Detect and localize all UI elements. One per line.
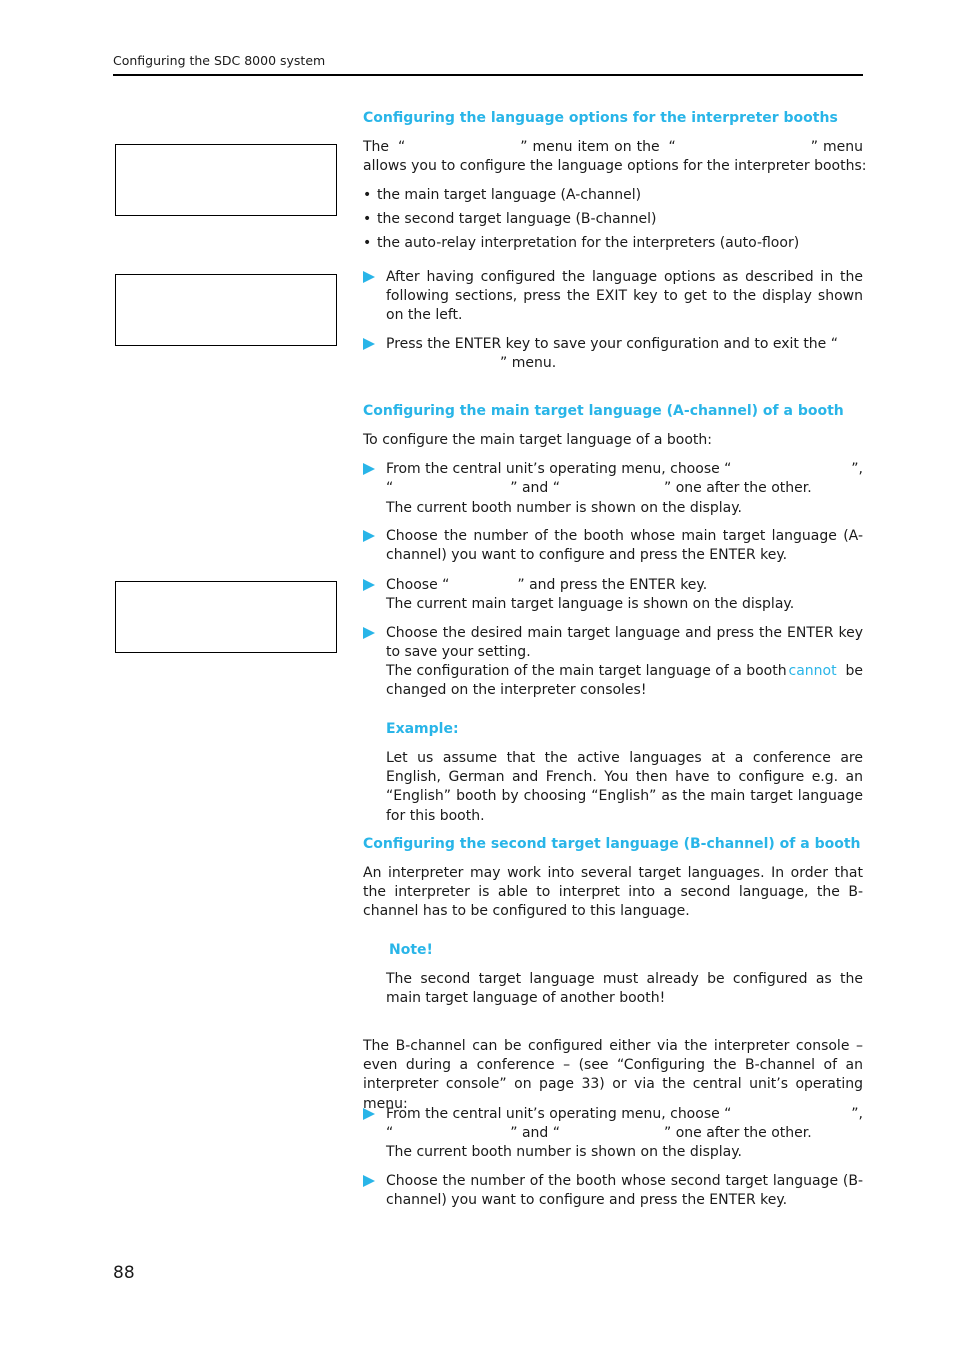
s3-step1-line3: The current booth number is shown on the display. <box>386 1144 742 1160</box>
section-heading-second-target: Configuring the second target language (B-channel) of a booth <box>363 836 861 852</box>
section-heading-main-target: Configuring the main target language (A-channel) of a booth <box>363 403 844 419</box>
step-arrow-icon <box>363 271 375 283</box>
step-arrow-icon <box>363 530 375 542</box>
page-number: 88 <box>113 1263 135 1283</box>
running-header: Configuring the SDC 8000 system <box>113 53 326 68</box>
s2-step4-line4: changed on the interpreter consoles! <box>386 682 647 698</box>
s2-step4-para1: Choose the desired main target language and press the ENTER key to save your setting. <box>386 625 863 661</box>
lcd-display-frame-3 <box>115 581 337 653</box>
emphasis-cannot: cannot <box>788 663 837 679</box>
s2-step2: Choose the number of the booth whose main target language (A-channel) you want to configure and press the ENTER key. <box>386 528 863 564</box>
s3-step1-line1: From the central unit’s operating menu, choose “ ”, <box>386 1106 863 1122</box>
step-arrow-icon <box>363 627 375 639</box>
s1-intro-line2: allows you to configure the language options for the interpreter booths: <box>363 158 867 174</box>
step-arrow-icon <box>363 338 375 350</box>
s1-step2-line2: ” menu. <box>500 355 557 371</box>
note-text: The second target language must already be configured as the main target language of another booth! <box>386 971 863 1007</box>
s2-step1-line3: The current booth number is shown on the display. <box>386 500 742 516</box>
lcd-display-frame-2 <box>115 274 337 346</box>
s3-step1-line2: “ ” and “ ” one after the other. <box>386 1125 812 1141</box>
bullet-item: • the second target language (B-channel) <box>363 211 657 227</box>
s3-intro: An interpreter may work into several target languages. In order that the interpreter is able to interpret into a second language, the B-channel has to be configured to this language. <box>363 865 863 920</box>
s2-step3-line2: The current main target language is shown on the display. <box>386 596 795 612</box>
s1-step1: After having configured the language options as described in the following sections, press the EXIT key to get to the display shown on the left. <box>386 269 863 324</box>
lcd-display-frame-1 <box>115 144 337 216</box>
step-arrow-icon <box>363 463 375 475</box>
step-arrow-icon <box>363 1108 375 1120</box>
bullet-item: • the main target language (A-channel) <box>363 187 642 203</box>
s2-intro: To configure the main target language of a booth: <box>363 432 712 448</box>
note-label: Note! <box>389 942 433 958</box>
s2-step3-line1: Choose “ ” and press the ENTER key. <box>386 577 708 593</box>
header-rule <box>113 74 863 76</box>
s3-step2: Choose the number of the booth whose second target language (B-channel) you want to configure and press the ENTER key. <box>386 1173 863 1209</box>
s2-step1-line2: “ ” and “ ” one after the other. <box>386 480 812 496</box>
example-text: Let us assume that the active languages at a conference are English, German and French. You then have to configure e.g. an “English” booth by choosing “English” as the main target language for this booth. <box>386 750 863 824</box>
step-arrow-icon <box>363 579 375 591</box>
s1-step2-line1: Press the ENTER key to save your configuration and to exit the “ <box>386 336 838 352</box>
section-heading-language-options: Configuring the language options for the interpreter booths <box>363 110 838 126</box>
example-label: Example: <box>386 721 459 737</box>
s3-para2: The B-channel can be configured either via the interpreter console – even during a conference – (see “Configuring the B-channel of an interpreter console” on page 33) or via the central unit’s operating menu: <box>363 1038 863 1112</box>
step-arrow-icon <box>363 1175 375 1187</box>
s1-intro-line1: The “ ” menu item on the “ ” menu <box>363 139 863 155</box>
s2-step1-line1: From the central unit’s operating menu, choose “ ”, <box>386 461 863 477</box>
s2-step4-line3: The configuration of the main target language of a booth cannot be <box>386 663 863 679</box>
bullet-item: • the auto-relay interpretation for the interpreters (auto-floor) <box>363 235 800 251</box>
